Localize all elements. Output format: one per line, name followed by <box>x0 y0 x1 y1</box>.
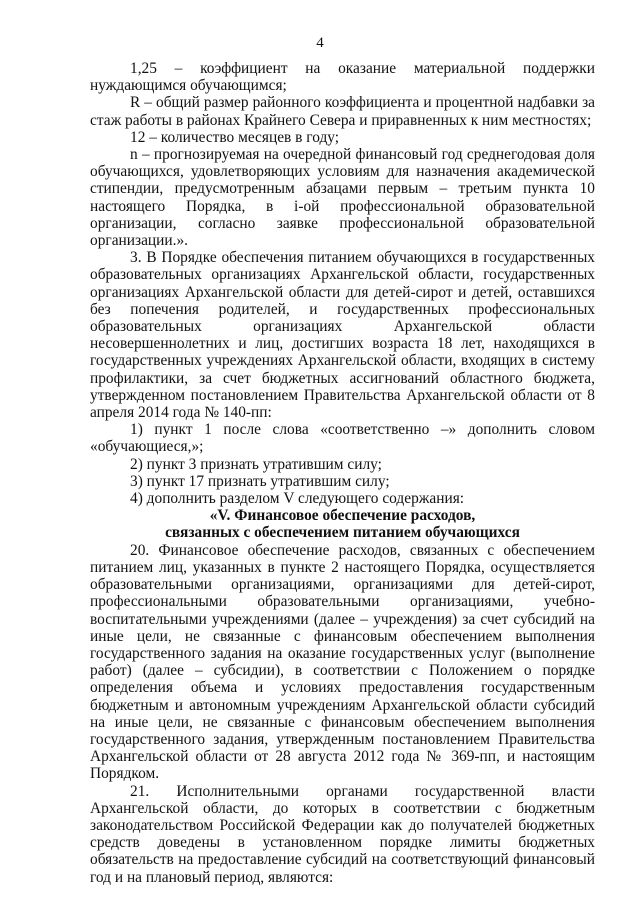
paragraph-subitem-2: 2) пункт 3 признать утратившим силу; <box>130 455 382 473</box>
section-heading-line-2: связанных с обеспечением питанием обучающихся <box>165 524 520 542</box>
paragraph-12-months: 12 – количество месяцев в году; <box>130 128 340 146</box>
paragraph-subitem-3: 3) пункт 17 признать утратившим силу; <box>130 472 390 490</box>
paragraph-coefficient-1-25: 1,25 – коэффициент на оказание материальной поддержки нуждающимся обучающимся; <box>90 60 595 95</box>
section-heading-line-1: «V. Финансовое обеспечение расходов, <box>209 507 476 525</box>
paragraph-n-definition: n – прогнозируемая на очередной финансовый год среднегодовая доля обучающихся, удовлетворяющих условиям для назначения академической стипендии, предусмотренным абзацами первым – третьим пункта 10 настоящего Порядка, в i-ой профессиональной образовательной организации, согласно заявке профессиональной образовательной организации.». <box>90 146 595 250</box>
paragraph-subitem-1: 1) пункт 1 после слова «соответственно –» дополнить словом «обучающиеся,»; <box>90 421 595 456</box>
paragraph-item-20: 20. Финансовое обеспечение расходов, связанных с обеспечением питанием лиц, указанных в пункте 2 настоящего Порядка, осуществляется образовательными организациями, организациями для детей-сирот, профессиональными образовательными организациями, учебно-воспитательными учреждениями (далее – учреждения) за счет субсидий на иные цели, не связанные с финансовым обеспечением выполнения государственного задания на оказание государственных услуг (выполнение работ) (далее – субсидии), в соответствии с Положением о порядке определения объема и условиях предоставления государственным бюджетным и автономным учреждениям Архангельской области субсидий на иные цели, не связанные с финансовым обеспечением выполнения государственного задания, утвержденным постановлением Правительства Архангельской области от 28 августа 2012 года № 369-пп, и настоящим Порядком. <box>90 541 595 783</box>
section-heading <box>90 507 595 541</box>
paragraph-r-definition: R – общий размер районного коэффициента и процентной надбавки за стаж работы в районах Крайнего Севера и приравненных к ним местностях; <box>90 94 595 129</box>
document-body <box>90 60 595 886</box>
paragraph-item-21: 21. Исполнительными органами государственной власти Архангельской области, до которых в соответствии с бюджетным законодательством Российской Федерации как до получателей бюджетных средств доведены в установленном порядке лимиты бюджетных обязательств на предоставление субсидий на соответствующий финансовый год и на плановый период, являются: <box>90 782 595 886</box>
page-number: 4 <box>316 35 324 51</box>
paragraph-item-3: 3. В Порядке обеспечения питанием обучающихся в государственных образовательных организациях Архангельской области, государственных организациях Архангельской области для детей-сирот и детей, оставшихся без попечения родителей, и государственных профессиональных образовательных организациях Архангельской области несовершеннолетних и лиц, достигших возраста 18 лет, находящихся в государственных учреждениях Архангельской области, входящих в систему профилактики, за счет бюджетных ассигнований областного бюджета, утвержденном постановлением Правительства Архангельской области от 8 апреля 2014 года № 140-пп: <box>90 249 595 422</box>
paragraph-subitem-4: 4) дополнить разделом V следующего содержания: <box>130 490 465 508</box>
